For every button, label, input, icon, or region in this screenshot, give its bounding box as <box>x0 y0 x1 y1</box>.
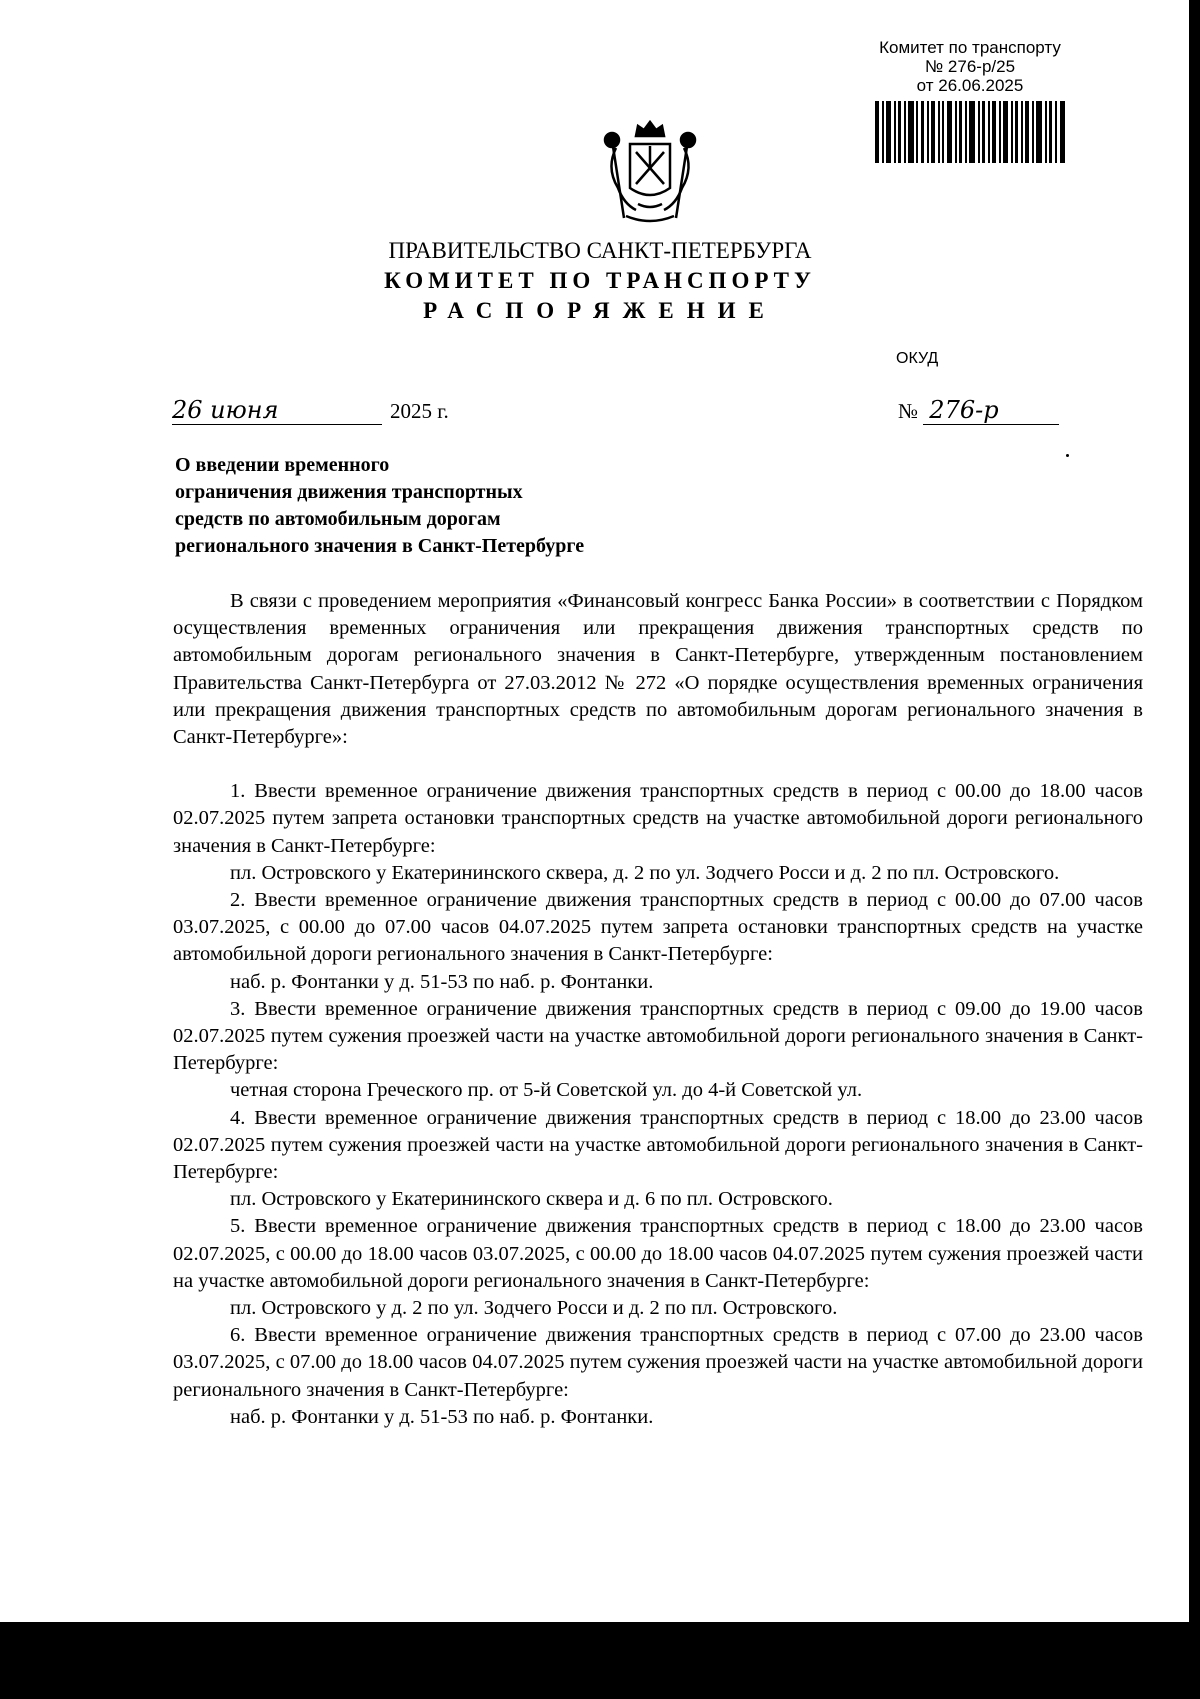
body-paragraph: пл. Островского у Екатерининского сквера и д. 6 по пл. Островского. <box>230 1188 833 1211</box>
okud-label: ОКУД <box>896 350 939 367</box>
scan-edge <box>1189 0 1200 1622</box>
body-paragraph: 1. Ввести временное ограничение движения транспортных средств в период с 00.00 до 18.00 часов 02.07.2025 путем запрета остановки транспортных средств на участке автомобильной дороги регионального значения в Санкт-Петербурге: <box>173 780 1143 857</box>
government-title: ПРАВИТЕЛЬСТВО САНКТ-ПЕТЕРБУРГА <box>388 238 812 263</box>
body-paragraph: 2. Ввести временное ограничение движения транспортных средств в период с 00.00 до 07.00 часов 03.07.2025, с 00.00 до 07.00 часов 04.07.2025 путем запрета остановки транспортных средств на участке автомобильной дороги регионального значения в Санкт-Петербурге: <box>173 889 1143 966</box>
handwritten-number: 276-р <box>929 396 999 424</box>
stamp-line-committee: Комитет по транспорту <box>879 38 1061 57</box>
body-paragraph: 4. Ввести временное ограничение движения транспортных средств в период с 18.00 до 23.00 часов 02.07.2025 путем сужения проезжей части на участке автомобильной дороги регионального значения в Санкт-Петербурге: <box>173 1106 1143 1184</box>
body-paragraph: наб. р. Фонтанки у д. 51-53 по наб. р. Фонтанки. <box>230 1405 654 1428</box>
body-paragraph: 5. Ввести временное ограничение движения транспортных средств в период с 18.00 до 23.00 часов 02.07.2025, с 00.00 до 18.00 часов 03.07.2025, с 00.00 до 18.00 часов 04.07.2025 путем сужения проезжей части на участке автомобильной дороги регионального значения в Санкт-Петербурге: <box>173 1215 1143 1292</box>
document-heading <box>300 236 900 326</box>
coat-of-arms-icon <box>596 118 704 228</box>
body-paragraph: 3. Ввести временное ограничение движения транспортных средств в период с 09.00 до 19.00 часов 02.07.2025 путем сужения проезжей части на участке автомобильной дороги регионального значения в Санкт-Петербурге: <box>173 997 1143 1075</box>
date-year: 2025 г. <box>390 399 449 423</box>
stray-dot <box>1066 454 1069 457</box>
document-date <box>172 396 449 426</box>
body-paragraph: 6. Ввести временное ограничение движения транспортных средств в период с 07.00 до 23.00 часов 03.07.2025, с 07.00 до 18.00 часов 04.07.2025 путем сужения проезжей части на участке автомобильной дороги регионального значения в Санкт-Петербурге: <box>173 1324 1143 1401</box>
subject-line: О введении временного <box>175 454 390 476</box>
stamp-line-date: от 26.06.2025 <box>916 76 1024 95</box>
registration-stamp <box>850 38 1090 163</box>
body-paragraph: пл. Островского у Екатерининского сквера, д. 2 по ул. Зодчего Росси и д. 2 по пл. Островского. <box>230 861 1060 884</box>
document-number <box>898 396 1059 425</box>
document-body <box>173 588 1143 1431</box>
document-type-title: РАСПОРЯЖЕНИЕ <box>423 298 777 323</box>
body-paragraph: пл. Островского у д. 2 по ул. Зодчего Росси и д. 2 по пл. Островского. <box>230 1297 838 1320</box>
subject-line: средств по автомобильным дорогам <box>175 508 501 530</box>
subject-line: регионального значения в Санкт-Петербурге <box>175 535 585 557</box>
subject-line: ограничения движения транспортных <box>175 481 523 503</box>
preamble-paragraph: В связи с проведением мероприятия «Финансовый конгресс Банка России» в соответствии с Порядком осуществления временных ограничения или прекращения движения транспортных средств по автомобильным дорогам регионального значения в Санкт-Петербурге, утвержденным постановлением Правительства Санкт-Петербурга от 27.03.2012 № 272 «О порядке осуществления временных ограничения или прекращения движения транспортных средств по автомобильным дорогам регионального значения в Санкт-Петербурге»: <box>173 590 1143 749</box>
stamp-line-number: № 276-р/25 <box>924 57 1016 76</box>
document-subject <box>175 452 735 560</box>
number-prefix: № <box>898 399 919 423</box>
body-paragraph: четная сторона Греческого пр. от 5-й Советской ул. до 4-й Советской ул. <box>230 1079 863 1102</box>
body-paragraph: наб. р. Фонтанки у д. 51-53 по наб. р. Фонтанки. <box>230 970 654 993</box>
handwritten-date: 26 июня <box>172 396 279 424</box>
barcode-icon <box>875 101 1065 163</box>
committee-title: КОМИТЕТ ПО ТРАНСПОРТУ <box>384 268 816 293</box>
